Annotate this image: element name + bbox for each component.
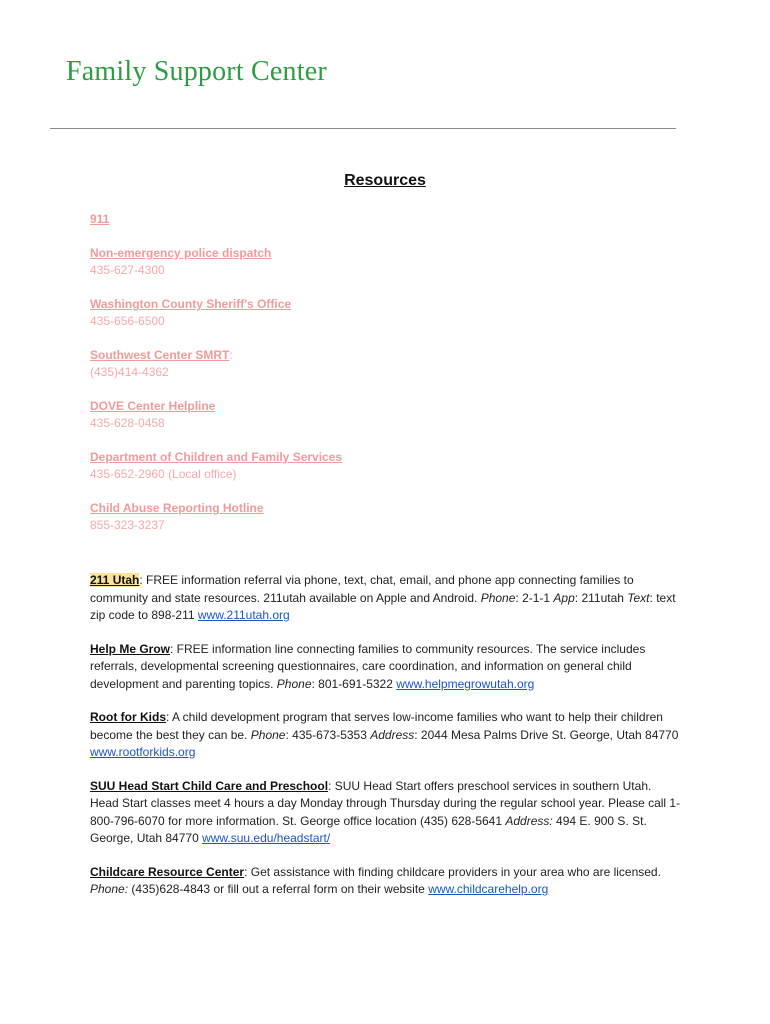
resource-text: : 801-691-5322 xyxy=(311,676,397,691)
resource-text: : FREE information line connecting families to community resources. The service includes referrals, developmental screening questionnaires, care coordination, and information on general child development and parenting topics. xyxy=(90,641,646,691)
resource-entry xyxy=(90,572,682,625)
field-label: App xyxy=(553,590,575,605)
contact-item xyxy=(90,500,690,534)
contact-phone: 435-652-2960 (Local office) xyxy=(90,467,237,481)
resource-entry xyxy=(90,641,682,694)
resource-text: : 2044 Mesa Palms Drive St. George, Utah 84770 xyxy=(414,727,679,742)
contact-name-link[interactable]: Department of Children and Family Services xyxy=(90,450,343,464)
resource-name-link[interactable]: 211 Utah xyxy=(90,573,140,587)
resource-name-link[interactable]: Childcare Resource Center xyxy=(90,864,245,879)
resource-text: : Get assistance with finding childcare providers in your area who are licensed. xyxy=(244,864,661,879)
resource-text: : text zip code to 898-211 xyxy=(90,590,676,622)
resource-text: : SUU Head Start offers preschool services in southern Utah. Head Start classes meet 4 hours a day Monday through Thursday during the regular school year. Please call 1-800-796-6070 for more information. St. George office location (435) 628-5641 xyxy=(90,778,681,828)
contact-item xyxy=(90,347,690,381)
website-link[interactable]: www.rootforkids.org xyxy=(90,745,196,759)
website-link[interactable]: www.helpmegrowutah.org xyxy=(396,676,535,691)
contact-item xyxy=(90,245,690,279)
website-link[interactable]: www.childcarehelp.org xyxy=(428,882,549,896)
contact-item xyxy=(90,398,690,432)
field-label: Phone xyxy=(250,727,286,742)
resource-text: : FREE information referral via phone, text, chat, email, and phone app connecting families to community and state resources. 211utah available on Apple and Android. xyxy=(90,573,634,605)
contact-item xyxy=(90,449,690,483)
field-label: Text xyxy=(627,590,650,605)
resource-text: : 435-673-5353 xyxy=(285,727,371,742)
website-link[interactable]: www.211utah.org xyxy=(197,608,290,622)
resource-name-link[interactable]: Root for Kids xyxy=(90,710,166,724)
header-divider xyxy=(50,128,676,129)
contact-name-link[interactable]: Washington County Sheriff's Office xyxy=(90,297,292,311)
resource-text: 494 E. 900 S. St. George, Utah 84770 xyxy=(90,813,647,845)
resource-entry xyxy=(90,864,682,899)
website-link[interactable]: www.suu.edu/headstart/ xyxy=(202,831,331,845)
field-label: Address: xyxy=(505,813,553,828)
resource-text: : 211utah xyxy=(574,590,628,605)
resource-text: : A child development program that serves low-income families who want to help their children become the best they can be. xyxy=(90,710,663,742)
contact-name-link[interactable]: 911 xyxy=(90,212,110,226)
page-title: Resources xyxy=(344,172,426,189)
contact-item xyxy=(90,211,690,228)
resource-text: : 2-1-1 xyxy=(515,590,554,605)
contact-phone: (435)414-4362 xyxy=(90,365,169,379)
field-label: Phone xyxy=(480,590,516,605)
resource-name-link[interactable]: SUU Head Start Child Care and Preschool xyxy=(90,778,329,793)
field-label: Phone xyxy=(276,676,312,691)
contact-item xyxy=(90,296,690,330)
contact-name-link[interactable]: Southwest Center SMRT xyxy=(90,348,230,362)
contact-phone: 435-628-0458 xyxy=(90,416,165,430)
contact-list xyxy=(90,211,690,551)
resource-name-link[interactable]: Help Me Grow xyxy=(90,641,171,656)
brand-title: Family Support Center xyxy=(66,56,327,87)
resource-list xyxy=(90,572,682,915)
contact-phone: 855-323-3237 xyxy=(90,518,165,532)
resource-text: (435)628-4843 or fill out a referral form on their website xyxy=(128,882,429,896)
resource-entry xyxy=(90,778,682,848)
contact-name-suffix: : xyxy=(229,348,233,362)
resource-entry xyxy=(90,709,682,762)
contact-name-link[interactable]: Non-emergency police dispatch xyxy=(90,246,272,260)
field-label: Address xyxy=(370,727,415,742)
contact-phone: 435-627-4300 xyxy=(90,263,165,277)
contact-name-link[interactable]: Child Abuse Reporting Hotline xyxy=(90,501,264,515)
contact-name-link[interactable]: DOVE Center Helpline xyxy=(90,399,216,413)
contact-phone: 435-656-6500 xyxy=(90,314,165,328)
field-label: Phone: xyxy=(90,882,129,896)
